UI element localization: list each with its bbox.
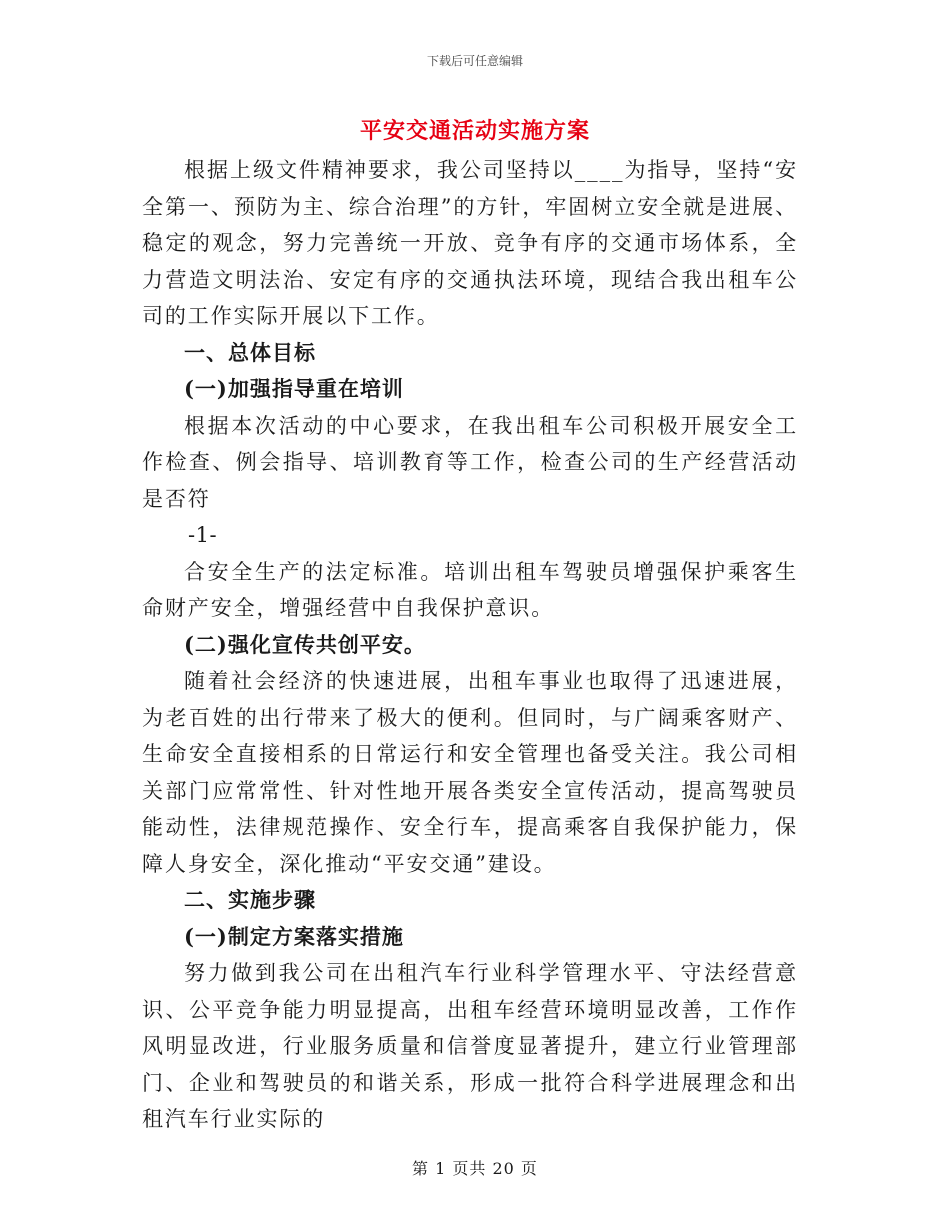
paragraph-guidance-training-b: 合安全生产的法定标准。培训出租车驾驶员增强保护乘客生命财产安全，增强经营中自我保护意识。: [142, 559, 798, 620]
subsection-heading-plan-measures: (一)制定方案落实措施: [184, 923, 404, 949]
paragraph-plan-measures: 努力做到我公司在出租汽车行业科学管理水平、守法经营意识、公平竞争能力明显提高，出租车经营环境明显改善，工作作风明显改进，行业服务质量和信誉度显著提升，建立行业管理部门、企业和驾驶员的和谐关系，形成一批符合科学进展理念和出租汽车行业实际的: [142, 961, 798, 1131]
section-heading-overall-goals: 一、总体目标: [184, 339, 316, 365]
subsection-heading-guidance-training: (一)加强指导重在培训: [184, 376, 404, 401]
intro-paragraph: 根据上级文件精神要求，我公司坚持以____为指导，坚持“安全第一、预防为主、综合治理”的方针，牢固树立安全就是进展、稳定的观念，努力完善统一开放、竞争有序的交通市场体系，全力营造文明法治、安定有序的交通执法环境，现结合我出租车公司的工作实际开展以下工作。: [142, 158, 798, 328]
header-note: 下载后可任意编辑: [426, 54, 523, 68]
document-title: 平安交通活动实施方案: [359, 118, 590, 144]
page-marker: -1-: [188, 523, 218, 547]
document-body: [142, 152, 798, 1138]
page-footer: 第 1 页共 20 页: [412, 1159, 538, 1178]
subsection-heading-publicity: (二)强化宣传共创平安。: [184, 631, 426, 657]
paragraph-publicity: 随着社会经济的快速进展，出租车事业也取得了迅速进展，为老百姓的出行带来了极大的便利。但同时，与广阔乘客财产、生命安全直接相系的日常运行和安全管理也备受关注。我公司相关部门应常常性、针对性地开展各类安全宣传活动，提高驾驶员能动性，法律规范操作、安全行车，提高乘客自我保护能力，保障人身安全，深化推动“平安交通”建设。: [142, 669, 798, 876]
section-heading-implementation-steps: 二、实施步骤: [184, 887, 316, 912]
paragraph-guidance-training-a: 根据本次活动的中心要求，在我出租车公司积极开展安全工作检查、例会指导、培训教育等工作，检查公司的生产经营活动是否符: [142, 413, 798, 511]
